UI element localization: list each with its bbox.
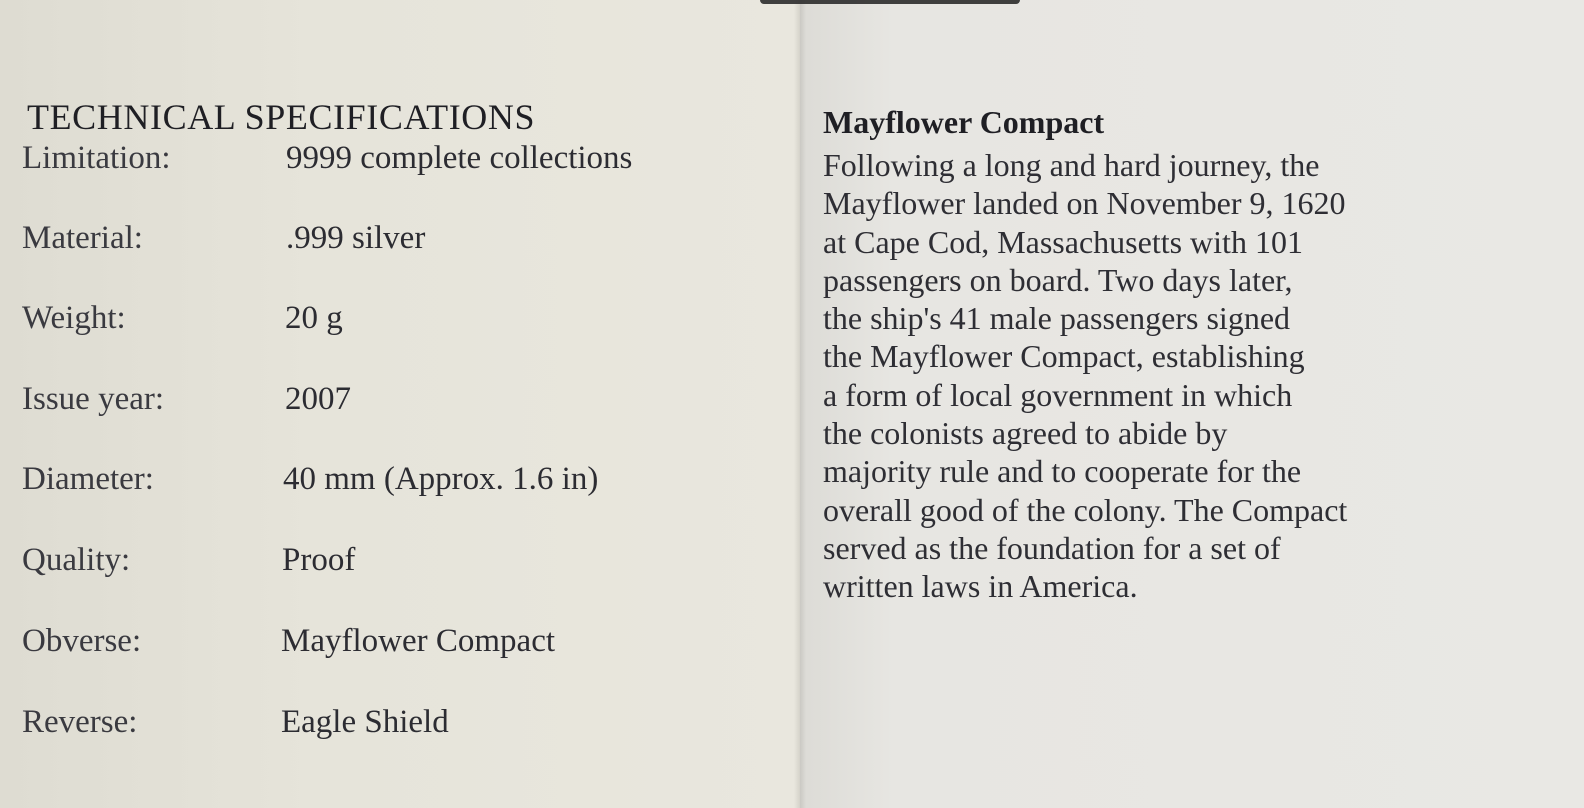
spec-label: Obverse: xyxy=(22,623,142,659)
spec-label: Reverse: xyxy=(22,704,138,740)
article-line: majority rule and to cooperate for the xyxy=(823,453,1302,490)
spec-value: 20 g xyxy=(285,300,343,336)
article-line: served as the foundation for a set of xyxy=(823,529,1281,566)
spec-value: Eagle Shield xyxy=(281,704,449,740)
page-fold xyxy=(794,0,806,808)
spec-value: 2007 xyxy=(285,381,351,417)
spec-value: Proof xyxy=(282,542,356,578)
article-line: the Mayflower Compact, establishing xyxy=(823,338,1305,375)
spec-value: 40 mm (Approx. 1.6 in) xyxy=(283,461,599,497)
spec-row-limitation xyxy=(0,140,790,184)
spec-label: Issue year: xyxy=(22,381,165,417)
article-line: the ship's 41 male passengers signed xyxy=(823,300,1291,337)
spec-row-reverse xyxy=(0,704,790,748)
spec-row-issue-year xyxy=(0,381,790,425)
spec-value: 9999 complete collections xyxy=(286,140,633,176)
spec-row-weight xyxy=(0,300,790,344)
article-line: Mayflower landed on November 9, 1620 xyxy=(823,185,1346,222)
spec-row-obverse xyxy=(0,623,790,667)
article-line: Following a long and hard journey, the xyxy=(823,147,1320,183)
spec-row-diameter xyxy=(0,461,790,505)
spec-value: .999 silver xyxy=(286,220,426,256)
article-line: a form of local government in which xyxy=(823,376,1293,413)
spec-label: Diameter: xyxy=(22,461,154,497)
spec-label: Weight: xyxy=(22,300,126,336)
article-body xyxy=(823,146,1443,606)
article-line: passengers on board. Two days later, xyxy=(823,261,1293,298)
spec-row-quality xyxy=(0,542,790,586)
spec-label: Limitation: xyxy=(22,140,171,176)
article-title: Mayflower Compact xyxy=(823,104,1105,140)
spec-label: Quality: xyxy=(22,542,131,578)
spec-row-material xyxy=(0,220,790,264)
spec-label: Material: xyxy=(22,220,143,256)
specifications-heading: TECHNICAL SPECIFICATIONS xyxy=(27,97,536,137)
article-line: the colonists agreed to abide by xyxy=(823,415,1228,452)
article-line: at Cape Cod, Massachusetts with 101 xyxy=(823,223,1303,260)
top-shadow xyxy=(760,0,1020,4)
article-line: written laws in America. xyxy=(823,568,1138,605)
spec-value: Mayflower Compact xyxy=(281,623,556,659)
article-line: overall good of the colony. The Compact xyxy=(823,491,1348,528)
